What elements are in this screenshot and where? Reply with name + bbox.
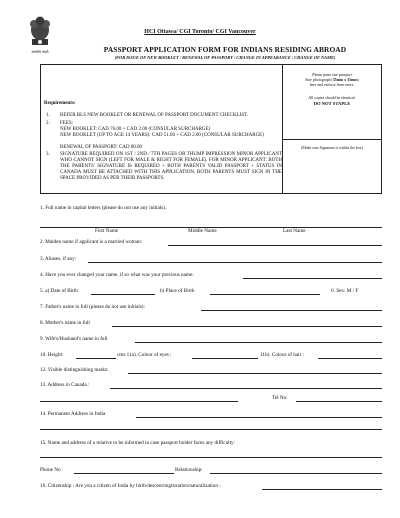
maiden-name-field[interactable] <box>168 245 382 246</box>
place-of-birth-field[interactable] <box>210 294 320 295</box>
question-previous-name: 4. Have you ever changed your name, if so what was your previous name: <box>40 272 194 278</box>
question-height: 10. Height: <box>40 352 64 358</box>
photo-instruction-3: here and enclose three more. <box>309 83 355 87</box>
question-mother-name: 8. Mother's name in full <box>40 320 90 326</box>
eye-colour-field[interactable] <box>192 358 258 359</box>
phone-label: Phone No : <box>40 467 64 473</box>
photo-instruction-5: DO NOT STAPLE <box>313 101 351 106</box>
tel-field[interactable] <box>296 401 382 402</box>
address-canada-field[interactable] <box>110 388 382 389</box>
father-name-field[interactable] <box>201 310 382 311</box>
question-date-of-birth: 5. a) Date of Birth <box>40 288 78 294</box>
relative-contact-field[interactable] <box>40 457 382 458</box>
previous-name-field[interactable] <box>243 278 382 279</box>
question-full-name: 1. Full name in capital letters (please do not use any initials). <box>40 205 167 211</box>
question-spouse-name: 9. Wife's/Husband's name in full <box>40 336 108 342</box>
question-aliases: 3. Aliases, if any: <box>40 256 77 262</box>
question-hair-colour: 11b). Colour of hair : <box>260 352 305 358</box>
requirement-item: 1. REFER BLS NEW BOOKLET OR RENEWAL OF PASSPORT DOCUMENT CHECKLIST. <box>46 113 249 118</box>
emblem-caption: सत्यमेव जयते <box>31 50 49 54</box>
relationship-field[interactable] <box>210 473 382 474</box>
question-relative-contact: 15. Name and address of a relative to be informed in case passport holder faces any difficulty: <box>40 440 236 446</box>
question-address-india: 14. Permanent Address in India <box>40 411 106 417</box>
signature-note: (Make sure Signature is within the box) <box>301 146 363 150</box>
tel-label: Tel No: <box>272 395 288 401</box>
question-citizenship: 16. Citizenship : Are you a citizen of India by birth/descent/registration/naturalization : <box>40 483 221 489</box>
mother-name-field[interactable] <box>112 326 382 327</box>
question-father-name: 7. Father's name in full (please do not use initials): <box>40 304 145 310</box>
distinguishing-marks-field[interactable] <box>128 373 382 374</box>
middle-name-label: Middle Name <box>188 228 217 234</box>
question-distinguishing-marks: 12. Visible distinguishing marks: <box>40 367 109 373</box>
address-india-field-line2[interactable] <box>40 429 382 430</box>
first-name-label: First Name <box>95 228 119 234</box>
requirement-item: NEW BOOKLET: CAD 76.00 + CAD 2.00 (CONSULAR SURCHARGE) <box>60 127 211 132</box>
question-address-canada: 13. Address in Canada : <box>40 382 90 388</box>
question-eye-colour: cms 11a). Colour of eyes : <box>117 352 172 358</box>
requirement-item: 3. SIGNATURE REQUIRED ON 1ST / 2ND / 7TH PAGES OR THUMP IMPRESSION MINOR APPLICANT WHO CANNOT SIGN (LEFT FOR MALE & RIGHT FOR FEMALE). FOR MINOR APPLICANT: BOTH THE PARENTS' SIGNATURE IS REQUIRED + BOTH PARENTS VALID PASSPORT + STATUS IN CANADA MUST BE ATTACHED WITH THIS APPLICATION. BOTH PARENTS MUST SIGN IN THE SPACE PROVIDED AS PER THEIR PASSPORTS. <box>46 152 282 181</box>
requirements-heading: Requirements: <box>44 101 76 106</box>
last-name-label: Last Name <box>283 228 306 234</box>
photo-instruction-2: Size photograph (35mm x 35mm) <box>305 78 359 82</box>
citizenship-field[interactable] <box>262 489 382 490</box>
spouse-name-field[interactable] <box>135 342 382 343</box>
photo-instruction-1: Please paste one passport <box>312 73 352 77</box>
form-subtitle: (FOR ISSUE OF NEW BOOKLET / RENEWAL OF PASSPORT / CHANGE IN APPEARANCE / CHANGE OF NAME) <box>114 55 336 60</box>
height-field[interactable] <box>76 358 116 359</box>
address-canada-field-line2[interactable] <box>40 401 238 402</box>
phone-field[interactable] <box>74 473 174 474</box>
hair-colour-field[interactable] <box>318 358 382 359</box>
requirement-item: NEW BOOKLET (UP TO AGE 14 YEARS): CAD 51.00 + CAD 2.00 (CONSULAR SURCHARGE) <box>60 133 264 138</box>
address-india-field[interactable] <box>136 417 382 418</box>
question-place-of-birth: b) Place of Birth <box>160 288 195 294</box>
requirement-item: 2. FEES: <box>46 121 74 126</box>
relationship-label: Relationship: <box>175 467 203 473</box>
photo-instruction-4: All copies should be identical. <box>308 96 356 100</box>
requirement-item: RENEWAL OF PASSPORT: CAD 00.00 <box>60 145 143 150</box>
aliases-field[interactable] <box>88 262 382 263</box>
form-title: PASSPORT APPLICATION FORM FOR INDIANS RESIDING ABROAD <box>103 45 347 54</box>
question-maiden-name: 2. Maiden name if applicant is a married woman: <box>40 239 143 245</box>
office-names: HCI Ottawa/ CGI Toronto/ CGI Vancouver <box>144 29 256 35</box>
question-sex: 6. Sex: M / F <box>331 288 359 294</box>
date-of-birth-field[interactable] <box>91 294 155 295</box>
